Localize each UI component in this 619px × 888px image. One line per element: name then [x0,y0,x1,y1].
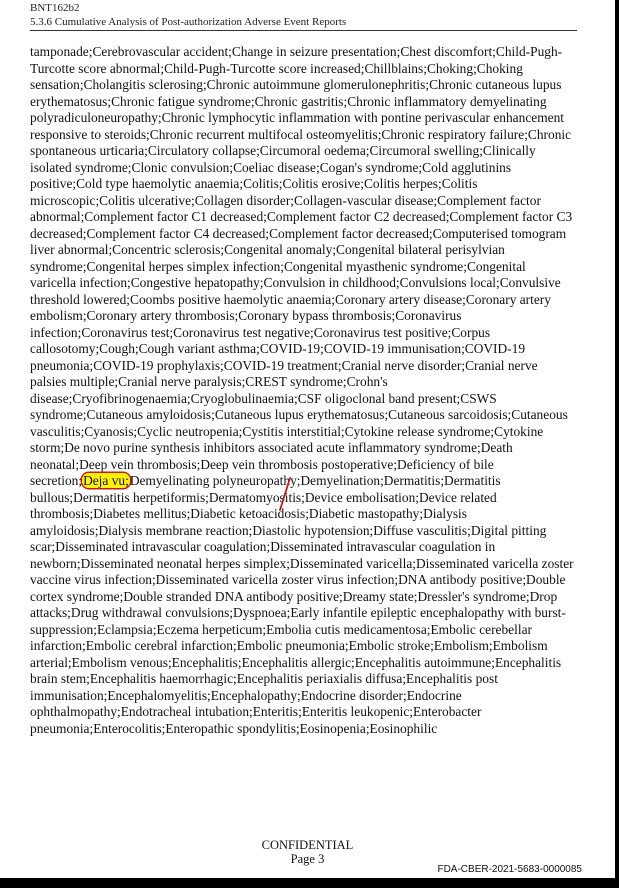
product-code: BNT162b2 [30,2,80,14]
terms-after-highlight: Demyelinating polyneuropathy;Demyelination;Dermatitis;Dermatitis bullous;Dermatitis herpetiformis;Dermatomyositis;Device embolisation;Device related thrombosis;Diabetes mellitus;Diabetic ketoacidosis;Diabetic mastopathy;Dialysis amyloidosis;Dialysis membrane reaction;Diastolic hypotension;Diffuse vasculitis;Digital pitting scar;Disseminated intravascular coagulation;Disseminated intravascular coagulation in newborn;Disseminated neonatal herpes simplex;Disseminated varicella;Disseminated varicella zoster vaccine virus infection;Disseminated varicella zoster virus infection;DNA antibody positive;Double cortex syndrome;Double stranded DNA antibody positive;Dreamy state;Dressler's syndrome;Drop attacks;Drug withdrawal convulsions;Dyspnoea;Early infantile epileptic encephalopathy with burst-suppression;Eclampsia;Eczema herpeticum;Embolia cutis medicamentosa;Embolic cerebellar infarction;Embolic cerebral infarction;Embolic pneumonia;Embolic stroke;Embolism;Embolism arterial;Embolism venous;Encephalitis;Encephalitis allergic;Encephalitis autoimmune;Encephalitis brain stem;Encephalitis haemorrhagic;Encephalitis periaxialis diffusa;Encephalitis post immunisation;Encephalomyelitis;Encephalopathy;Endocrine disorder;Endocrine ophthalmopathy;Endotracheal intubation;Enteritis;Enteritis leukopenic;Enterobacter pneumonia;Enterocolitis;Enteropathic spondylitis;Eosinopenia;Eosinophilic [30,473,574,736]
highlighted-term: Deja vu; [83,473,129,488]
document-id: FDA-CBER-2021-5683-0000085 [437,864,582,875]
adverse-event-term-list [30,44,575,737]
header-divider [30,30,577,31]
terms-before-highlight: tamponade;Cerebrovascular accident;Change in seizure presentation;Chest discomfort;Child-Pugh-Turcotte score abnormal;Child-Pugh-Turcotte score increased;Chillblains;Choking;Choking sensation;Cholangitis sclerosing;Chronic autoimmune glomerulonephritis;Chronic cutaneous lupus erythematosus;Chronic fatigue syndrome;Chronic gastritis;Chronic inflammatory demyelinating polyradiculoneuropathy;Chronic lymphocytic inflammation with pontine perivascular enhancement responsive to steroids;Chronic recurrent multifocal osteomyelitis;Chronic respiratory failure;Chronic spontaneous urticaria;Circulatory collapse;Circumoral oedema;Circumoral swelling;Clinically isolated syndrome;Clonic convulsion;Coeliac disease;Cogan's syndrome;Cold agglutinins positive;Cold type haemolytic anaemia;Colitis;Colitis erosive;Colitis herpes;Colitis microscopic;Colitis ulcerative;Collagen disorder;Collagen-vascular disease;Complement factor abnormal;Complement factor C1 decreased;Complement factor C2 decreased;Complement factor C3 decreased;Complement factor C4 decreased;Complement factor decreased;Computerised tomogram liver abnormal;Concentric sclerosis;Congenital anomaly;Congenital bilateral perisylvian syndrome;Congenital herpes simplex infection;Congenital myasthenic syndrome;Congenital varicella infection;Congestive hepatopathy;Convulsion in childhood;Convulsions local;Convulsive threshold lowered;Coombs positive haemolytic anaemia;Coronary artery disease;Coronary artery embolism;Coronary artery thrombosis;Coronary bypass thrombosis;Coronavirus infection;Coronavirus test;Coronavirus test negative;Coronavirus test positive;Corpus callosotomy;Cough;Cough variant asthma;COVID-19;COVID-19 immunisation;COVID-19 pneumonia;COVID-19 prophylaxis;COVID-19 treatment;Cranial nerve disorder;Cranial nerve palsies multiple;Cranial nerve paralysis;CREST syndrome;Crohn's disease;Cryofibrinogenaemia;Cryoglobulinaemia;CSF oligoclonal band present;CSWS syndrome;Cutaneous amyloidosis;Cutaneous lupus erythematosus;Cutaneous sarcoidosis;Cutaneous vasculitis;Cyanosis;Cyclic neutropenia;Cystitis interstitial;Cytokine release syndrome;Cytokine storm;De novo purine synthesis inhibitors associated acute inflammatory syndrome;Death neonatal;Deep vein thrombosis;Deep vein thrombosis postoperative;Deficiency of bile secretion; [30,44,573,488]
page-number: Page 3 [290,852,325,866]
confidential-label: CONFIDENTIAL [261,838,354,852]
section-title: 5.3.6 Cumulative Analysis of Post-authorization Adverse Event Reports [30,16,347,28]
